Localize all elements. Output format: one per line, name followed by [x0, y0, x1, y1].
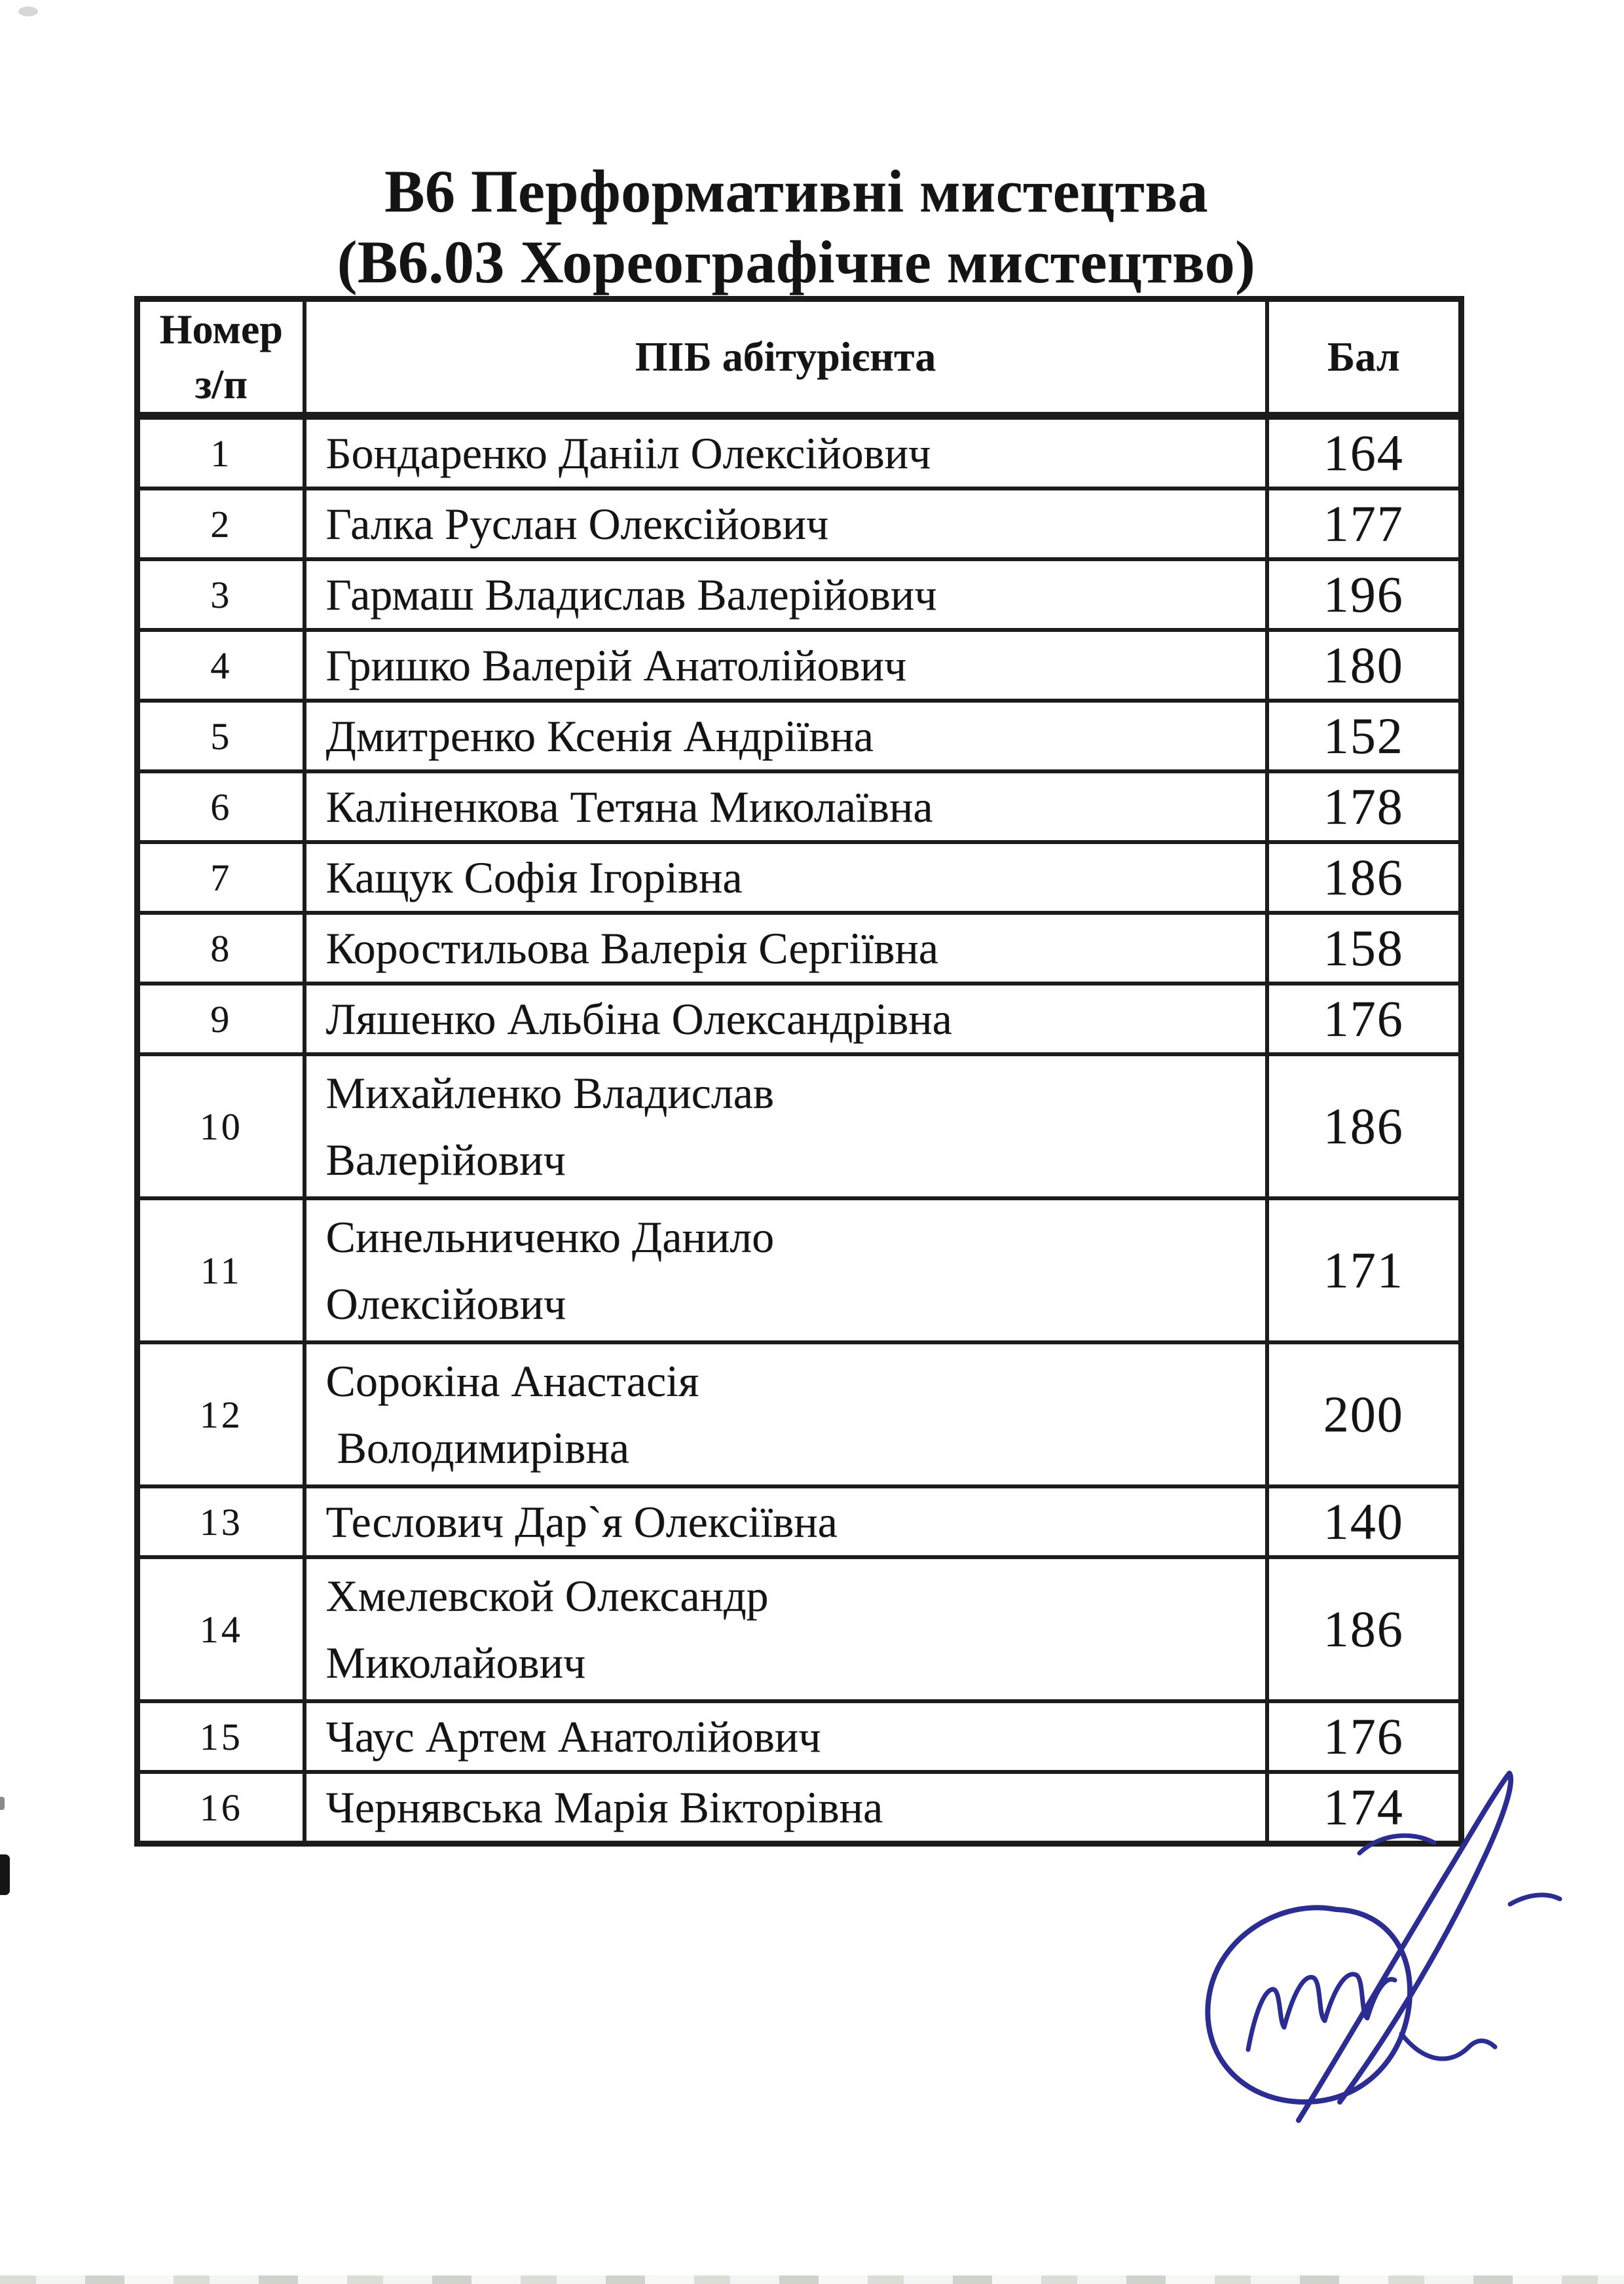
table-row — [138, 1054, 1462, 1198]
score-cell: 176 — [1267, 1701, 1462, 1772]
applicant-name-cell — [304, 771, 1267, 842]
row-number-cell: 5 — [138, 701, 304, 771]
applicant-name-cell — [304, 984, 1267, 1054]
applicants-score-table — [134, 296, 1464, 1847]
score-cell: 171 — [1267, 1198, 1462, 1342]
scan-edge-speck — [0, 1797, 5, 1810]
table-row — [138, 913, 1462, 984]
applicant-name-line: Хмелевской Олександр — [325, 1571, 769, 1621]
table-row — [138, 701, 1462, 771]
title-line-2: (В6.03 Хореографічне мистецтво) — [337, 229, 1256, 295]
row-number-cell: 1 — [138, 416, 304, 488]
col-header-number-line2: з/п — [194, 361, 248, 407]
score-cell: 177 — [1267, 488, 1462, 559]
applicant-name-cell — [304, 1772, 1267, 1844]
applicant-name-line: Володимирівна — [325, 1423, 629, 1473]
col-header-number-line1: Номер — [159, 306, 283, 352]
table-row — [138, 984, 1462, 1054]
score-cell: 200 — [1267, 1342, 1462, 1486]
applicant-name-line: Чернявська Марія Вікторівна — [325, 1782, 883, 1832]
score-cell: 178 — [1267, 771, 1462, 842]
applicant-name-line: Миколайович — [325, 1638, 586, 1687]
applicant-name-line: Дмитренко Ксенія Андріївна — [325, 711, 874, 761]
applicant-name-line: Сорокіна Анастасія — [325, 1356, 699, 1406]
table-row — [138, 1342, 1462, 1486]
score-cell: 152 — [1267, 701, 1462, 771]
table-row — [138, 559, 1462, 630]
signature-stroke-dash — [1510, 1895, 1560, 1904]
score-cell: 180 — [1267, 630, 1462, 701]
applicant-name-line: Коростильова Валерія Сергіївна — [325, 923, 938, 973]
applicant-name-line: Галка Руслан Олексійович — [325, 499, 829, 549]
row-number-cell: 7 — [138, 842, 304, 913]
applicant-name-line: Синельниченко Данило — [325, 1212, 775, 1262]
row-number-cell: 14 — [138, 1557, 304, 1701]
table-row — [138, 630, 1462, 701]
scan-bottom-edge-artifact — [0, 2275, 1624, 2284]
table-row — [138, 771, 1462, 842]
score-cell: 186 — [1267, 1557, 1462, 1701]
col-header-score: Бал — [1267, 299, 1462, 416]
applicant-name-cell — [304, 1701, 1267, 1772]
score-cell: 164 — [1267, 416, 1462, 488]
col-header-name: ПІБ абітурієнта — [304, 299, 1267, 416]
applicant-name-line: Каліненкова Тетяна Миколаївна — [325, 782, 933, 832]
score-cell: 186 — [1267, 1054, 1462, 1198]
row-number-cell: 15 — [138, 1701, 304, 1772]
col-header-number — [138, 299, 304, 416]
row-number-cell: 2 — [138, 488, 304, 559]
applicant-name-line: Гришко Валерій Анатолійович — [325, 640, 907, 690]
row-number-cell: 12 — [138, 1342, 304, 1486]
applicant-name-line: Теслович Дар`я Олексіївна — [325, 1497, 838, 1547]
applicant-name-cell — [304, 1342, 1267, 1486]
title-line-1: В6 Перформативні мистецтва — [384, 158, 1208, 225]
score-cell: 186 — [1267, 842, 1462, 913]
applicant-name-line: Михайленко Владислав — [325, 1068, 774, 1118]
applicant-name-cell — [304, 416, 1267, 488]
table-row — [138, 488, 1462, 559]
score-cell: 174 — [1267, 1772, 1462, 1844]
applicant-name-cell — [304, 1557, 1267, 1701]
table-row — [138, 1486, 1462, 1557]
applicant-name-cell — [304, 559, 1267, 630]
table-header-row — [138, 299, 1462, 416]
applicant-name-line: Олексійович — [325, 1279, 566, 1329]
applicant-name-cell — [304, 1486, 1267, 1557]
table-body — [138, 416, 1462, 1844]
signature-stroke-tail — [1401, 2034, 1495, 2059]
signature-stroke-flick — [1299, 1773, 1511, 2120]
document-title — [134, 156, 1458, 297]
row-number-cell: 8 — [138, 913, 304, 984]
applicant-name-line: Гармаш Владислав Валерійович — [325, 570, 937, 619]
applicant-name-line: Валерійович — [325, 1135, 566, 1185]
score-cell: 140 — [1267, 1486, 1462, 1557]
signature-stroke-loop — [1208, 1907, 1410, 2102]
applicant-name-cell — [304, 842, 1267, 913]
applicant-name-cell — [304, 1054, 1267, 1198]
applicant-name-cell — [304, 1198, 1267, 1342]
applicant-name-cell — [304, 488, 1267, 559]
score-cell: 158 — [1267, 913, 1462, 984]
applicant-name-line: Бондаренко Данііл Олексійович — [325, 428, 931, 478]
row-number-cell: 11 — [138, 1198, 304, 1342]
score-cell: 176 — [1267, 984, 1462, 1054]
scan-edge-mark — [0, 1854, 10, 1895]
applicant-name-line: Чаус Артем Анатолійович — [325, 1712, 821, 1761]
signature-ink — [1164, 1754, 1570, 2133]
scan-corner-speck — [18, 7, 38, 16]
applicant-name-line: Ляшенко Альбіна Олександрівна — [325, 994, 952, 1044]
row-number-cell: 13 — [138, 1486, 304, 1557]
row-number-cell: 16 — [138, 1772, 304, 1844]
signature-stroke-letters — [1248, 1974, 1395, 2050]
row-number-cell: 9 — [138, 984, 304, 1054]
signature-stroke-top-arc — [1359, 1835, 1434, 1853]
applicant-name-cell — [304, 701, 1267, 771]
table-row — [138, 416, 1462, 488]
score-cell: 196 — [1267, 559, 1462, 630]
row-number-cell: 10 — [138, 1054, 304, 1198]
row-number-cell: 6 — [138, 771, 304, 842]
row-number-cell: 4 — [138, 630, 304, 701]
applicant-name-cell — [304, 913, 1267, 984]
table-row — [138, 1198, 1462, 1342]
row-number-cell: 3 — [138, 559, 304, 630]
applicant-name-cell — [304, 630, 1267, 701]
table-row — [138, 1557, 1462, 1701]
applicant-name-line: Кащук Софія Ігорівна — [325, 853, 743, 902]
table-row — [138, 842, 1462, 913]
